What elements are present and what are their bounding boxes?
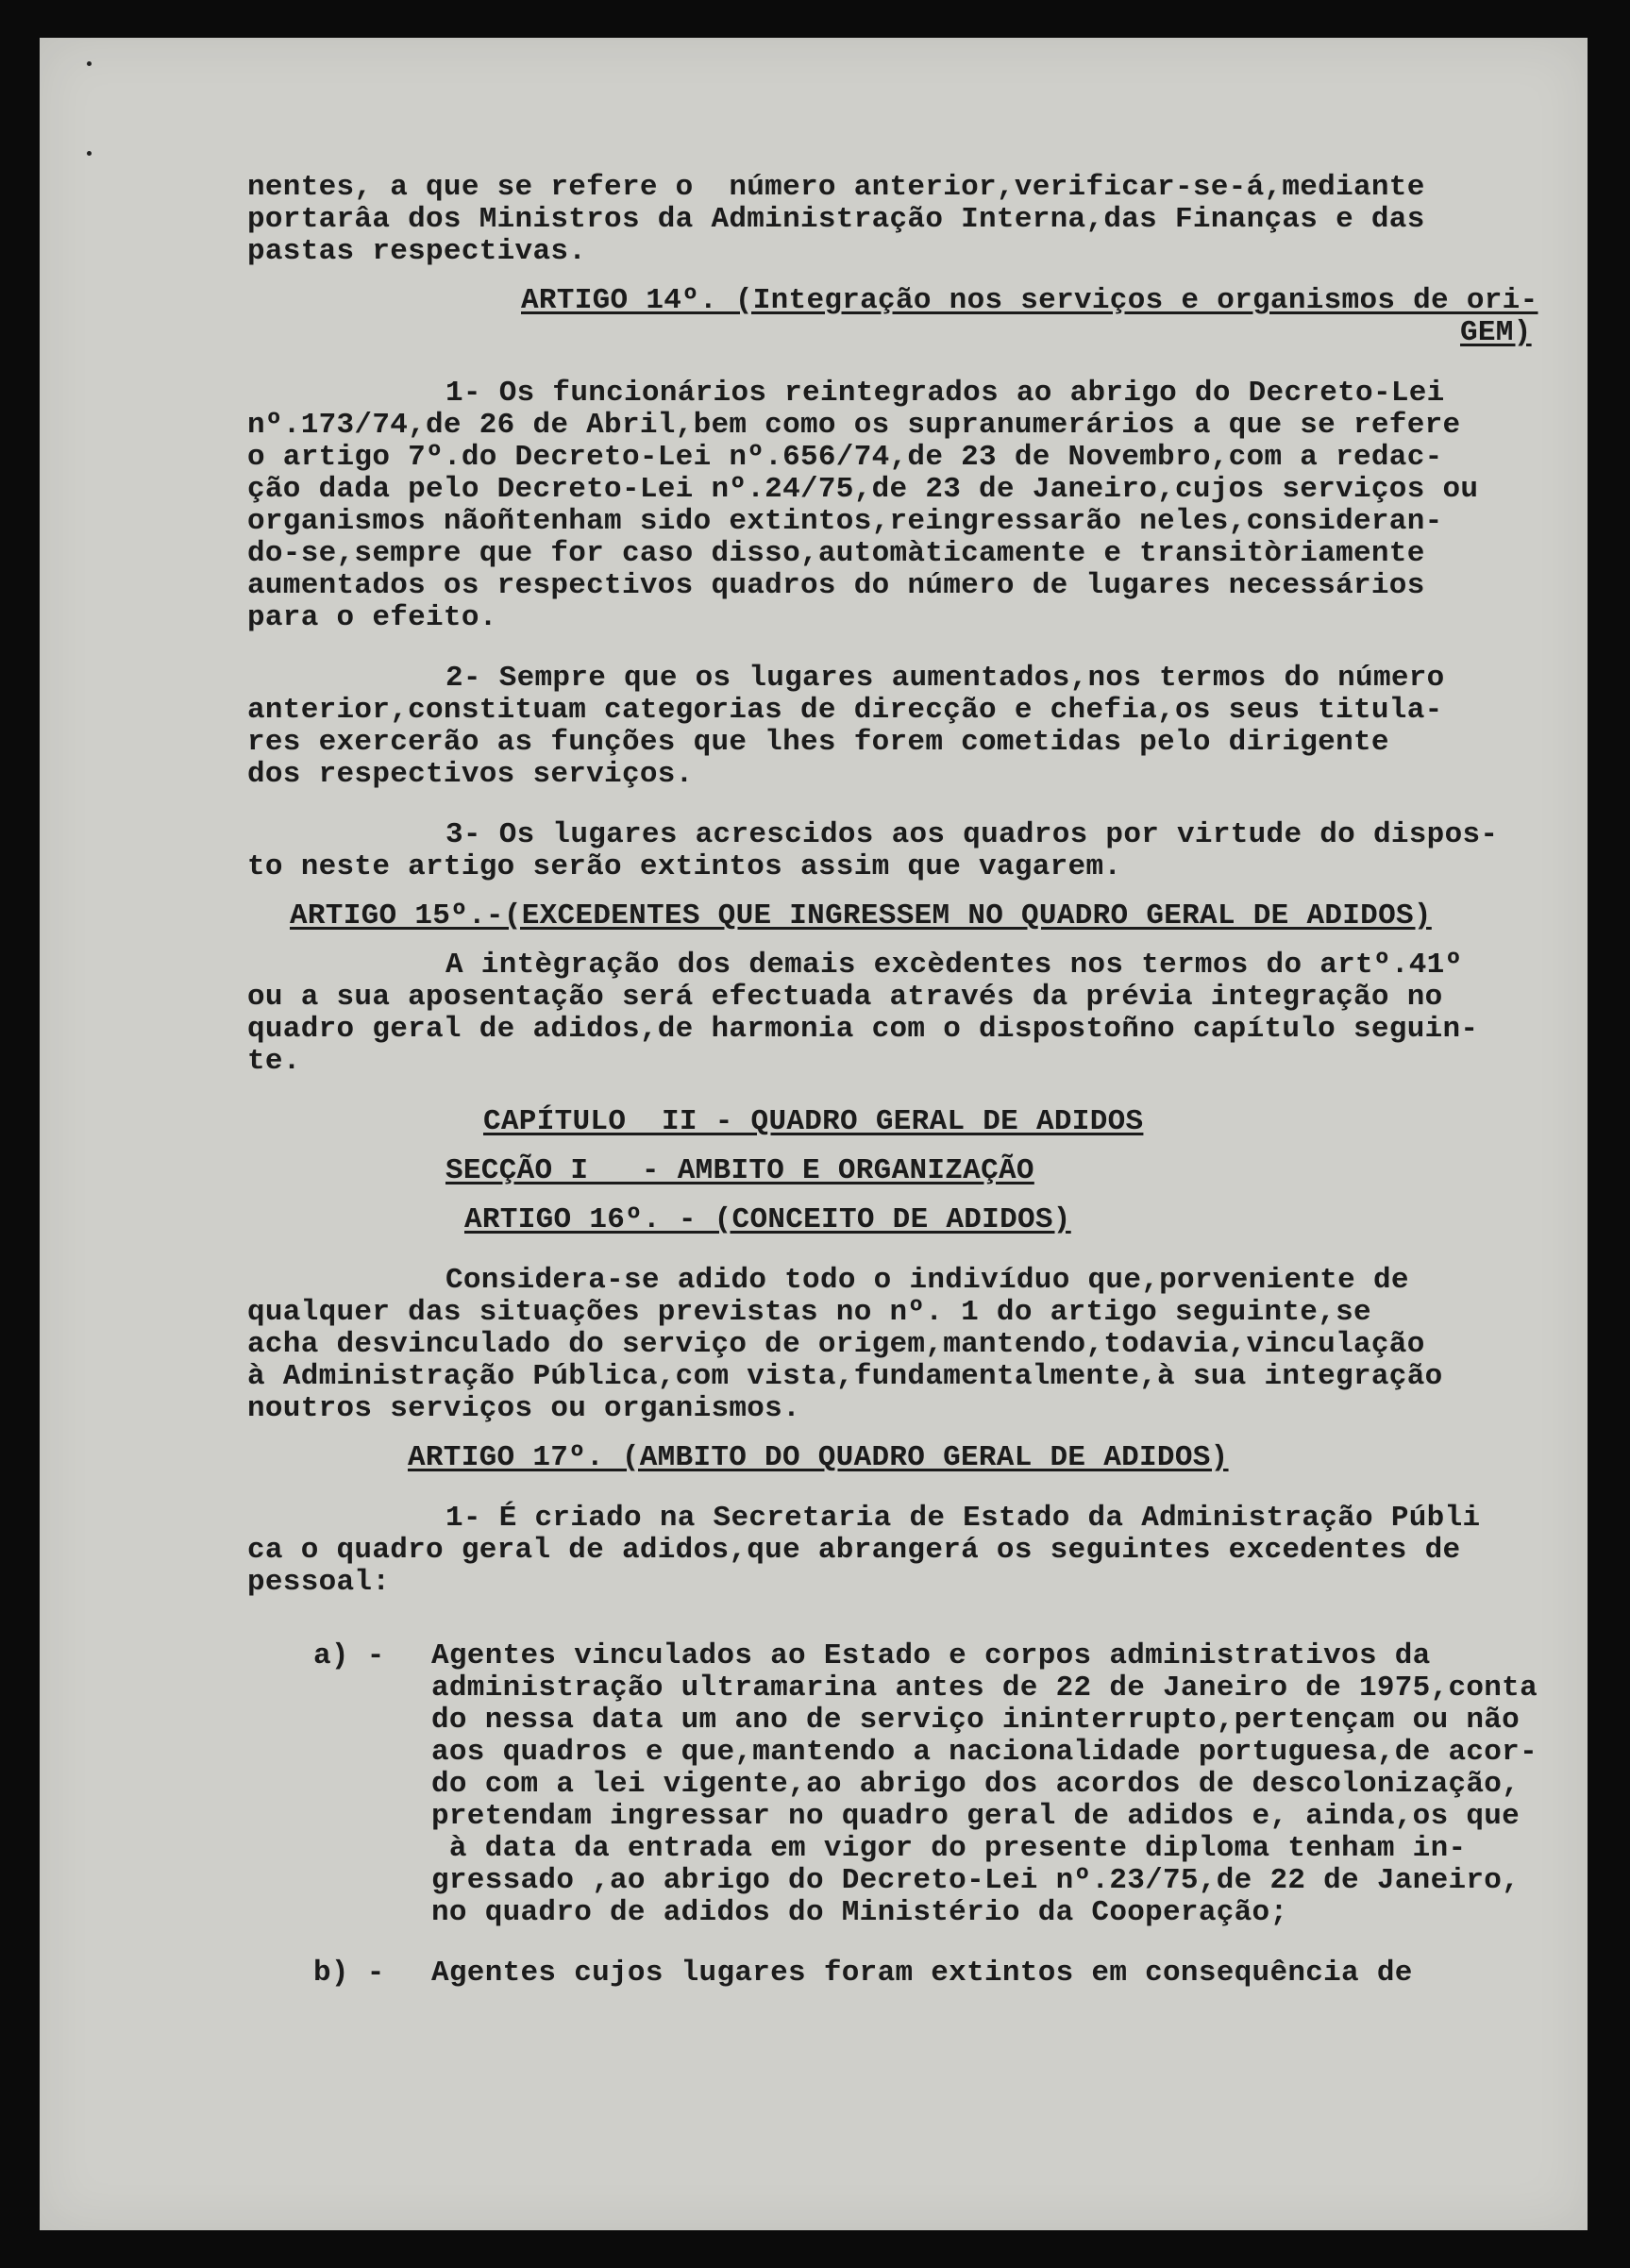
document-text xyxy=(247,172,1559,1990)
text-line: organismos nãoñtenham sido extintos,reingressarão neles,consideran- xyxy=(247,505,1443,538)
text-line: acha desvinculado do serviço de origem,mantendo,todavia,vinculação xyxy=(247,1328,1425,1361)
section-1-heading: SECÇÃO I - AMBITO E ORGANIZAÇÃO xyxy=(445,1154,1034,1187)
text-line: anterior,constituam categorias de direcção e chefia,os seus titula- xyxy=(247,694,1443,727)
text-line: to neste artigo serão extintos assim que vagarem. xyxy=(247,850,1122,883)
text-line: Agentes cujos lugares foram extintos em consequência de xyxy=(431,1957,1413,1990)
text-line: portarâa dos Ministros da Administração Interna,das Finanças e das xyxy=(247,203,1425,236)
text-line: noutros serviços ou organismos. xyxy=(247,1392,800,1425)
text-line: pretendam ingressar no quadro geral de adidos e, ainda,os que xyxy=(431,1800,1521,1833)
article-15-paragraph xyxy=(247,949,1559,1078)
text-line: Considera-se adido todo o indivíduo que,porveniente de xyxy=(445,1264,1409,1297)
article-14-paragraph-3 xyxy=(247,819,1559,883)
scan-speck xyxy=(87,61,92,66)
article-17-heading: ARTIGO 17º. (AMBITO DO QUADRO GERAL DE ADIDOS) xyxy=(408,1441,1229,1474)
text-line: nº.173/74,de 26 de Abril,bem como os supranumerários a que se refere xyxy=(247,409,1461,442)
text-line: aumentados os respectivos quadros do número de lugares necessários xyxy=(247,569,1425,602)
text-line: ou a sua aposentação será efectuada através da prévia integração no xyxy=(247,981,1443,1014)
text-line: do nessa data um ano de serviço ininterrupto,pertençam ou não xyxy=(431,1704,1521,1737)
text-line: à data da entrada em vigor do presente diploma tenham in- xyxy=(431,1832,1467,1865)
text-line: Agentes vinculados ao Estado e corpos administrativos da xyxy=(431,1639,1431,1672)
article-16-heading: ARTIGO 16º. - (CONCEITO DE ADIDOS) xyxy=(464,1203,1071,1236)
text-line: aos quadros e que,mantendo a nacionalidade portuguesa,de acor- xyxy=(431,1736,1538,1769)
article-14-heading-cont: GEM) xyxy=(1460,316,1532,349)
text-line: 1- Os funcionários reintegrados ao abrigo do Decreto-Lei xyxy=(445,377,1445,410)
text-line: ca o quadro geral de adidos,que abrangerá os seguintes excedentes de xyxy=(247,1534,1461,1567)
text-line: res exercerão as funções que lhes forem cometidas pelo dirigente xyxy=(247,726,1389,759)
text-line: qualquer das situações previstas no nº. 1 do artigo seguinte,se xyxy=(247,1296,1371,1329)
list-item-b xyxy=(247,1957,1559,1990)
text-line: do-se,sempre que for caso disso,automàticamente e transitòriamente xyxy=(247,537,1425,570)
text-line: no quadro de adidos do Ministério da Cooperação; xyxy=(431,1896,1288,1929)
list-item-a xyxy=(247,1640,1559,1929)
chapter-2-heading: CAPÍTULO II - QUADRO GERAL DE ADIDOS xyxy=(483,1105,1144,1138)
text-line: dos respectivos serviços. xyxy=(247,758,694,791)
text-line: 1- É criado na Secretaria de Estado da Administração Públi xyxy=(445,1502,1481,1535)
text-line: pessoal: xyxy=(247,1566,391,1599)
document-page xyxy=(40,38,1588,2230)
article-14-paragraph-2 xyxy=(247,663,1559,791)
item-label: b) - xyxy=(313,1957,385,1990)
scan-speck xyxy=(87,151,92,156)
text-line: gressado ,ao abrigo do Decreto-Lei nº.23/75,de 22 de Janeiro, xyxy=(431,1864,1521,1897)
text-line: do com a lei vigente,ao abrigo dos acordos de descolonização, xyxy=(431,1768,1521,1801)
text-line: o artigo 7º.do Decreto-Lei nº.656/74,de 23 de Novembro,com a redac- xyxy=(247,441,1443,474)
text-line: quadro geral de adidos,de harmonia com o dispostoñno capítulo seguin- xyxy=(247,1013,1479,1046)
text-line: ção dada pelo Decreto-Lei nº.24/75,de 23 de Janeiro,cujos serviços ou xyxy=(247,473,1479,506)
article-14-heading: ARTIGO 14º. (Integração nos serviços e organismos de ori- xyxy=(521,284,1538,317)
article-17-paragraph-1 xyxy=(247,1503,1559,1599)
item-label: a) - xyxy=(313,1639,385,1672)
text-line: 3- Os lugares acrescidos aos quadros por virtude do dispos- xyxy=(445,818,1499,851)
article-16-paragraph xyxy=(247,1265,1559,1425)
intro-paragraph xyxy=(247,172,1559,268)
article-15-heading: ARTIGO 15º.-(EXCEDENTES QUE INGRESSEM NO QUADRO GERAL DE ADIDOS) xyxy=(290,899,1432,932)
text-line: 2- Sempre que os lugares aumentados,nos termos do número xyxy=(445,662,1445,695)
text-line: nentes, a que se refere o número anterior,verificar-se-á,mediante xyxy=(247,171,1425,204)
text-line: à Administração Pública,com vista,fundamentalmente,à sua integração xyxy=(247,1360,1443,1393)
article-14-paragraph-1 xyxy=(247,378,1559,634)
text-line: A intègração dos demais excèdentes nos termos do artº.41º xyxy=(445,949,1463,982)
text-line: para o efeito. xyxy=(247,601,497,634)
text-line: pastas respectivas. xyxy=(247,235,587,268)
text-line: administração ultramarina antes de 22 de Janeiro de 1975,conta xyxy=(431,1672,1538,1705)
text-line: te. xyxy=(247,1045,301,1078)
